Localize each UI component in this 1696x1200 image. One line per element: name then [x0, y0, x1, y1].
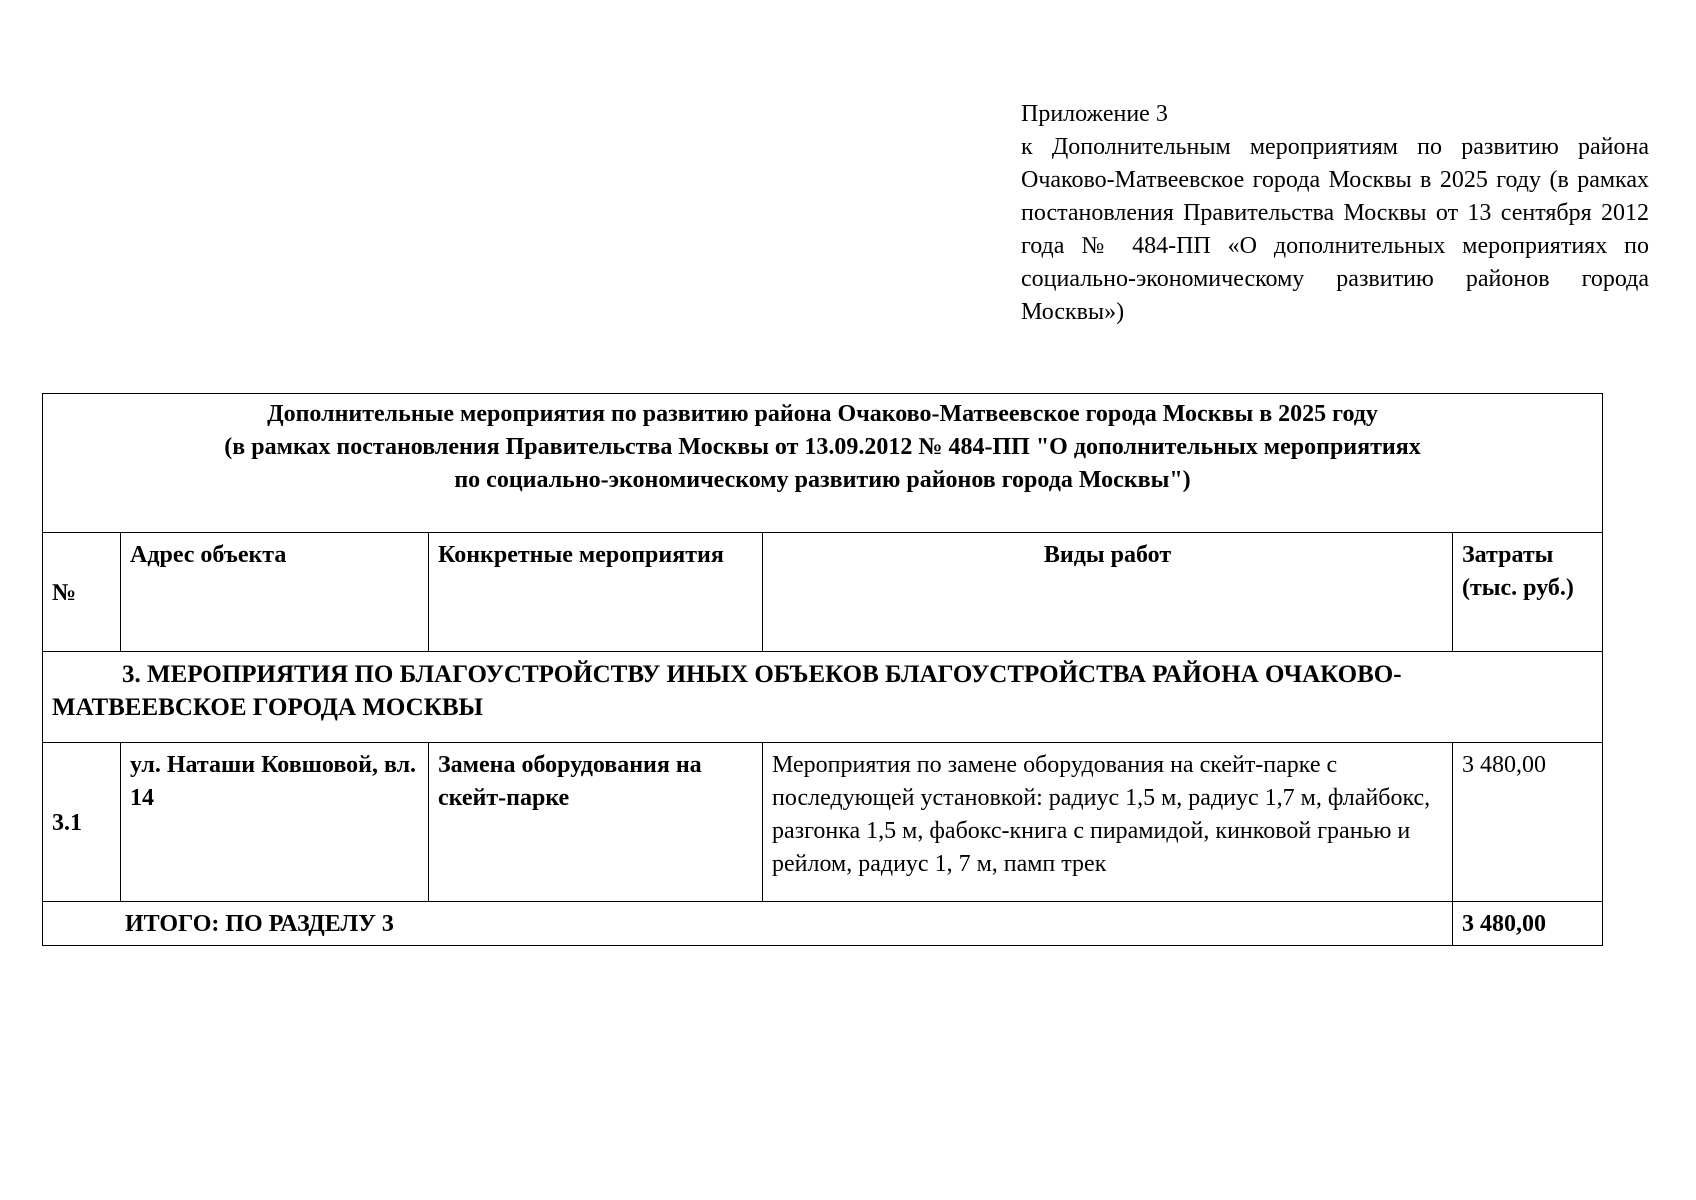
table-title	[43, 394, 1603, 533]
table-title-line: (в рамках постановления Правительства Москвы от 13.09.2012 № 484-ПП "О дополнительных мероприятиях	[224, 434, 1421, 460]
section-title: 3. МЕРОПРИЯТИЯ ПО БЛАГОУСТРОЙСТВУ ИНЫХ ОБЪЕКОВ БЛАГОУСТРОЙСТВА РАЙОНА ОЧАКОВО-МАТВЕЕВСКОЕ ГОРОДА МОСКВЫ	[52, 661, 1402, 721]
row-number: 3.1	[43, 743, 121, 902]
row-address: ул. Наташи Ковшовой, вл. 14	[121, 743, 429, 902]
row-cost: 3 480,00	[1453, 743, 1603, 902]
section-row	[43, 652, 1603, 743]
total-label: ИТОГО: ПО РАЗДЕЛУ 3	[43, 902, 1453, 946]
table-title-line: по социально-экономическому развитию районов города Москвы")	[454, 467, 1191, 493]
header-measures: Конкретные мероприятия	[429, 533, 763, 652]
table-title-line: Дополнительные мероприятия по развитию района Очаково-Матвеевское города Москвы в 2025 году	[267, 401, 1378, 427]
row-measure: Замена оборудования на скейт-парке	[429, 743, 763, 902]
section-title-cell	[43, 652, 1603, 743]
row-works: Мероприятия по замене оборудования на скейт-парке с последующей установкой: радиус 1,5 м, радиус 1,7 м, флайбокс, разгонка 1,5 м, фабокс-книга с пирамидой, кинковой гранью и рейлом, радиус 1, 7 м, памп трек	[763, 743, 1453, 902]
table-row	[43, 743, 1603, 902]
header-costs: Затраты (тыс. руб.)	[1453, 533, 1603, 652]
header-works: Виды работ	[763, 533, 1453, 652]
total-row	[43, 902, 1603, 946]
table-title-row	[43, 394, 1603, 533]
total-value: 3 480,00	[1453, 902, 1603, 946]
header-address: Адрес объекта	[121, 533, 429, 652]
table-header-row	[43, 533, 1603, 652]
events-table	[42, 393, 1603, 946]
annex-body: к Дополнительным мероприятиям по развитию района Очаково-Матвеевское города Москвы в 2025 году (в рамках постановления Правительства Москвы от 13 сентября 2012 года № 484-ПП «О дополнительных мероприятиях по социально-экономическому развитию районов города Москвы»)	[1021, 134, 1649, 325]
annex-note	[1021, 98, 1649, 329]
annex-title: Приложение 3	[1021, 101, 1168, 127]
header-number: №	[43, 533, 121, 652]
